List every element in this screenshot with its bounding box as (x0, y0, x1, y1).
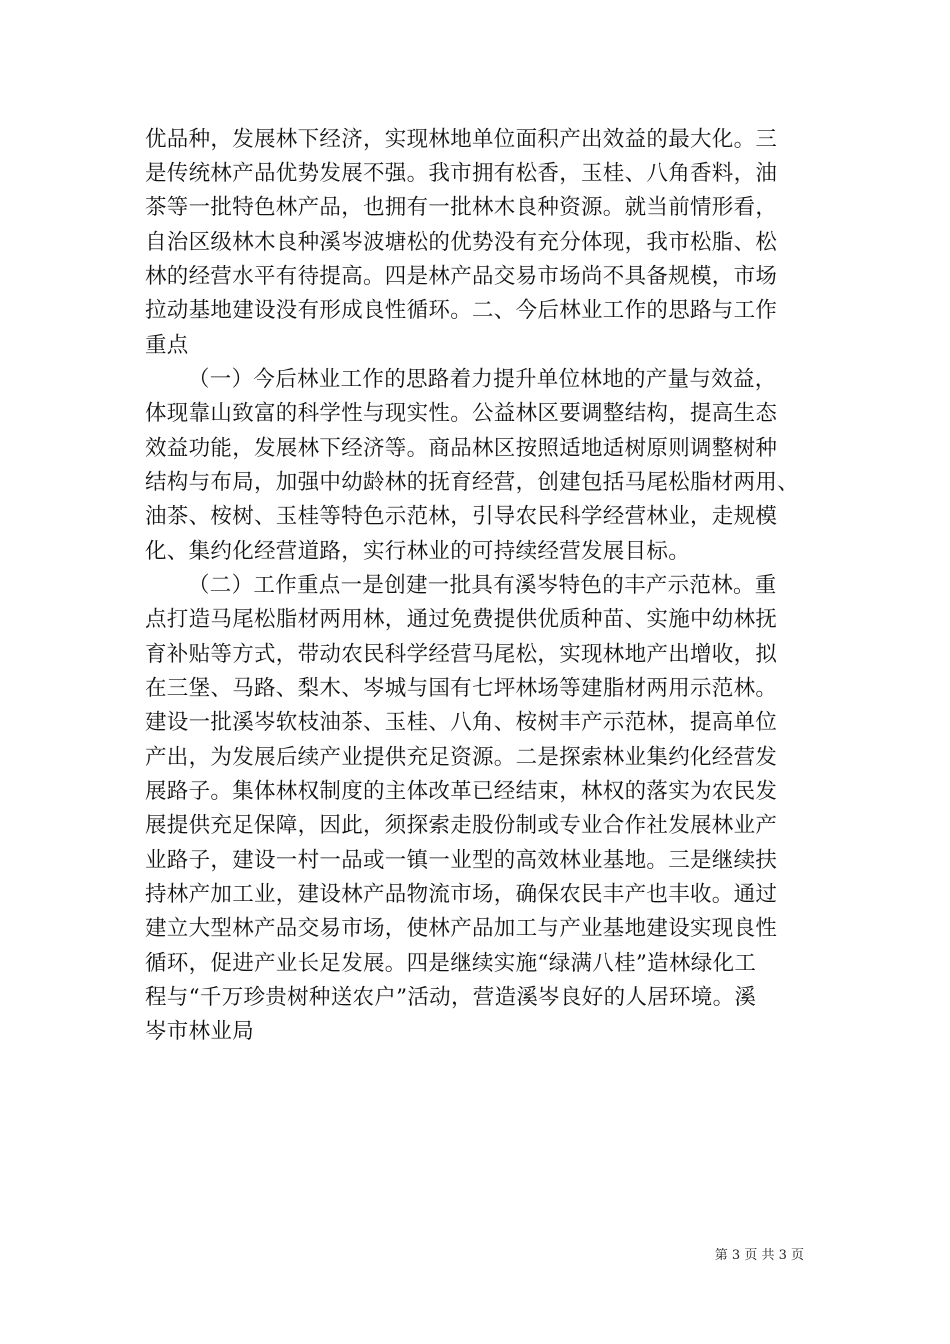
text-line: 茶等一批特色林产品，也拥有一批林木良种资源。就当前情形看， (145, 195, 778, 220)
text-line: 体现靠山致富的科学性与现实性。公益林区要调整结构，提高生态 (145, 401, 778, 426)
text-line: 点打造马尾松脂材两用林，通过免费提供优质种苗、实施中幼林抚 (145, 607, 778, 632)
text-line: 展提供充足保障，因此，须探索走股份制或专业合作社发展林业产 (145, 813, 778, 838)
text-line: 持林产加工业，建设林产品物流市场，确保农民丰产也丰收。通过 (145, 882, 778, 907)
text-line: 油茶、桉树、玉桂等特色示范林，引导农民科学经营林业，走规模 (145, 504, 778, 529)
text-line: 自治区级林木良种溪岑波塘松的优势没有充分体现，我市松脂、松 (145, 230, 778, 255)
text-line: 效益功能，发展林下经济等。商品林区按照适地适树原则调整树种 (145, 436, 778, 461)
paragraph-first-line: （二）工作重点一是创建一批具有溪岑特色的丰产示范林。重 (188, 573, 777, 598)
page-number: 第 3 页 共 3 页 (714, 1248, 804, 1263)
text-line: 优品种，发展林下经济，实现林地单位面积产出效益的最大化。三 (145, 127, 778, 152)
text-line: 产出，为发展后续产业提供充足资源。二是探索林业集约化经营发 (145, 745, 778, 770)
paragraph-first-line: （一）今后林业工作的思路着力提升单位林地的产量与效益， (188, 367, 777, 392)
text-line: 岑市林业局 (145, 1019, 255, 1044)
text-line: 在三堡、马路、梨木、岑城与国有七坪林场等建脂材两用示范林。 (145, 676, 778, 701)
text-line: 循环，促进产业长足发展。四是继续实施“绿满八桂”造林绿化工 (145, 951, 757, 976)
text-line: 建立大型林产品交易市场，使林产品加工与产业基地建设实现良性 (145, 916, 778, 941)
text-line: 林的经营水平有待提高。四是林产品交易市场尚不具备规模，市场 (145, 264, 778, 289)
text-line: 拉动基地建设没有形成良性循环。二、今后林业工作的思路与工作 (145, 298, 778, 323)
text-line: 化、集约化经营道路，实行林业的可持续经营发展目标。 (145, 539, 691, 564)
text-line: 业路子，建设一村一品或一镇一业型的高效林业基地。三是继续扶 (145, 848, 778, 873)
text-line: 育补贴等方式，带动农民科学经营马尾松，实现林地产出增收，拟 (145, 642, 778, 667)
text-line: 程与“千万珍贵树种送农户”活动，营造溪岑良好的人居环境。溪 (145, 985, 757, 1010)
text-line: 展路子。集体林权制度的主体改革已经结束，林权的落实为农民发 (145, 779, 778, 804)
text-line: 建设一批溪岑软枝油茶、玉桂、八角、桉树丰产示范林，提高单位 (145, 710, 778, 735)
text-line: 结构与布局，加强中幼龄林的抚育经营，创建包括马尾松脂材两用、 (145, 470, 800, 495)
text-line: 重点 (145, 333, 189, 358)
text-line: 是传统林产品优势发展不强。我市拥有松香，玉桂、八角香料，油 (145, 161, 778, 186)
